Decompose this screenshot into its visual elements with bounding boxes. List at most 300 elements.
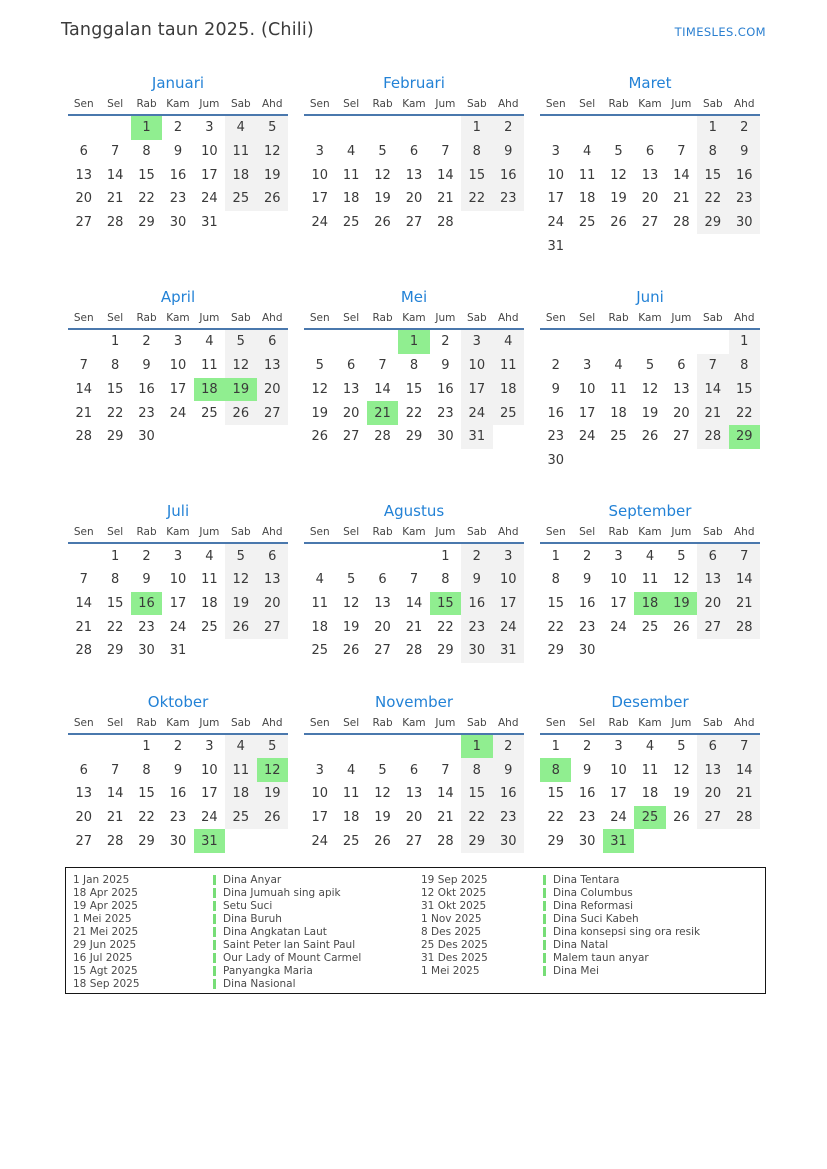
day-cell: 8 <box>551 572 560 588</box>
legend-date: 16 Jul 2025 <box>73 951 133 964</box>
empty-cell <box>367 544 398 568</box>
legend-date: 18 Sep 2025 <box>73 977 140 990</box>
weekday-label: Jum <box>435 98 456 110</box>
legend-row <box>421 887 765 900</box>
legend-row <box>421 964 765 977</box>
empty-cell <box>99 735 130 759</box>
holiday-marker-bar <box>213 927 216 937</box>
day-cell: 14 <box>75 381 92 397</box>
day-cell: 4 <box>346 762 356 778</box>
days-grid <box>304 330 524 448</box>
day-cell: 16 <box>461 592 492 616</box>
day-cell: 6 <box>257 330 288 354</box>
day-cell: 11 <box>342 786 360 802</box>
weekday-label: Sel <box>107 716 124 729</box>
day-cell: 7 <box>729 735 760 759</box>
weekday-label: Jum <box>435 526 456 539</box>
weekday-label: Ahd <box>497 312 519 325</box>
day-cell: 19 <box>257 163 288 187</box>
day-cell: 27 <box>75 833 92 849</box>
legend-date: 21 Mei 2025 <box>73 926 139 938</box>
day-cell: 2 <box>582 739 592 755</box>
day-cell: 16 <box>547 405 564 421</box>
empty-cell <box>571 330 602 354</box>
weekday-header-row <box>540 96 760 116</box>
day-cell: 16 <box>493 782 524 806</box>
day-cell: 3 <box>315 762 324 778</box>
month-september <box>540 502 760 662</box>
holiday-name: Our Lady of Mount Carmel <box>223 951 362 964</box>
day-cell: 24 <box>461 401 492 425</box>
day-cell: 6 <box>677 358 686 374</box>
day-cell: 13 <box>405 786 423 802</box>
weekday-label: Sen <box>545 98 566 110</box>
weekday-header-row <box>68 715 288 735</box>
day-cell: 9 <box>461 568 492 592</box>
day-cell: 10 <box>169 358 187 374</box>
holiday-day-cell: 1 <box>398 330 429 354</box>
month-juni <box>540 288 760 472</box>
month-title: April <box>160 288 196 307</box>
day-cell: 25 <box>225 806 256 830</box>
day-cell: 4 <box>614 358 623 374</box>
day-cell: 31 <box>169 643 187 659</box>
day-cell: 27 <box>697 615 728 639</box>
holiday-name: Dina Mei <box>553 964 599 977</box>
day-cell: 13 <box>75 786 92 802</box>
legend-date: 31 Des 2025 <box>421 951 488 964</box>
day-cell: 10 <box>610 762 627 778</box>
weekday-header-row <box>304 524 524 544</box>
empty-cell <box>367 735 398 759</box>
day-cell: 25 <box>311 643 328 659</box>
day-cell: 18 <box>225 782 256 806</box>
day-cell: 6 <box>409 762 419 778</box>
day-cell: 5 <box>315 358 324 374</box>
weekday-label: Sel <box>343 716 360 729</box>
holiday-marker-bar <box>213 875 216 885</box>
day-cell: 29 <box>138 215 155 231</box>
day-cell: 17 <box>610 786 627 802</box>
day-cell: 4 <box>205 334 214 350</box>
day-cell: 10 <box>578 381 596 397</box>
holiday-day-cell: 18 <box>194 378 225 402</box>
day-cell: 20 <box>673 405 690 421</box>
empty-cell <box>430 116 461 140</box>
day-cell: 25 <box>493 401 524 425</box>
legend-date: 1 Nov 2025 <box>421 913 482 926</box>
day-cell: 23 <box>729 187 760 211</box>
weekday-label: Jum <box>435 716 456 729</box>
day-cell: 29 <box>697 211 728 235</box>
day-cell: 22 <box>729 401 760 425</box>
weekday-label: Sel <box>579 716 596 729</box>
month-title: Februari <box>383 74 445 92</box>
weekday-label: Jum <box>671 312 692 325</box>
day-cell: 26 <box>374 215 391 231</box>
holiday-name: Saint Peter lan Saint Paul <box>223 938 356 951</box>
day-cell: 6 <box>79 762 88 778</box>
weekday-label: Jum <box>199 716 220 729</box>
day-cell: 23 <box>578 810 596 826</box>
day-cell: 4 <box>645 739 655 755</box>
weekday-label: Ahd <box>733 312 755 325</box>
day-cell: 13 <box>697 568 728 592</box>
day-cell: 4 <box>225 735 256 759</box>
day-cell: 9 <box>493 140 524 164</box>
legend-date: 18 Apr 2025 <box>73 887 138 900</box>
month-november <box>304 693 524 853</box>
weekday-label: Sab <box>466 526 487 539</box>
weekday-label: Sab <box>466 98 487 110</box>
day-cell: 8 <box>409 358 419 374</box>
site-link[interactable]: TIMESLES.COM <box>674 25 766 39</box>
weekday-label: Rab <box>608 312 629 325</box>
day-cell: 5 <box>257 116 288 140</box>
weekday-label: Kam <box>402 716 426 729</box>
holiday-day-cell: 15 <box>430 592 461 616</box>
day-cell: 2 <box>493 116 524 140</box>
day-cell: 7 <box>110 144 120 160</box>
weekday-label: Ahd <box>497 98 519 110</box>
day-cell: 8 <box>729 354 760 378</box>
holiday-name: Malem taun anyar <box>553 951 649 964</box>
day-cell: 11 <box>311 595 328 611</box>
day-cell: 28 <box>729 615 760 639</box>
holiday-marker-bar <box>213 940 216 950</box>
day-cell: 1 <box>729 330 760 354</box>
day-cell: 2 <box>142 334 151 350</box>
legend-column <box>421 874 765 993</box>
day-cell: 29 <box>106 643 124 659</box>
day-cell: 14 <box>437 786 454 802</box>
day-cell: 11 <box>578 167 596 183</box>
day-cell: 5 <box>225 330 256 354</box>
empty-cell <box>99 116 130 140</box>
day-cell: 22 <box>461 806 492 830</box>
day-cell: 11 <box>201 572 218 588</box>
empty-cell <box>398 116 429 140</box>
weekday-header-row <box>68 96 288 116</box>
day-cell: 30 <box>138 429 155 445</box>
day-cell: 24 <box>578 429 596 445</box>
empty-cell <box>398 544 429 568</box>
weekday-label: Rab <box>372 98 393 110</box>
day-cell: 18 <box>493 378 524 402</box>
day-cell: 2 <box>461 544 492 568</box>
weekday-label: Kam <box>638 312 662 325</box>
day-cell: 21 <box>106 191 124 207</box>
day-cell: 23 <box>169 810 187 826</box>
day-cell: 7 <box>79 358 88 374</box>
weekday-label: Kam <box>402 98 426 110</box>
day-cell: 2 <box>729 116 760 140</box>
empty-cell <box>68 544 99 568</box>
day-cell: 11 <box>641 762 659 778</box>
day-cell: 29 <box>547 833 564 849</box>
day-cell: 7 <box>677 144 686 160</box>
day-cell: 25 <box>641 619 659 635</box>
day-cell: 27 <box>697 806 728 830</box>
day-cell: 22 <box>405 405 423 421</box>
month-januari <box>68 74 288 234</box>
weekday-label: Jum <box>199 312 220 325</box>
day-cell: 13 <box>374 595 391 611</box>
day-cell: 14 <box>673 167 690 183</box>
holiday-marker-bar <box>543 927 546 937</box>
month-februari <box>304 74 524 234</box>
holiday-marker-bar <box>543 914 546 924</box>
day-cell: 6 <box>79 144 88 160</box>
weekday-label: Jum <box>671 526 692 539</box>
day-cell: 27 <box>405 215 423 231</box>
day-cell: 19 <box>225 592 256 616</box>
day-cell: 10 <box>610 572 627 588</box>
day-cell: 24 <box>169 405 187 421</box>
day-cell: 20 <box>641 191 659 207</box>
day-cell: 23 <box>493 187 524 211</box>
day-cell: 25 <box>342 215 360 231</box>
day-cell: 25 <box>201 619 218 635</box>
day-cell: 3 <box>493 544 524 568</box>
weekday-label: Sen <box>309 526 330 539</box>
day-cell: 5 <box>677 548 686 564</box>
empty-cell <box>304 544 335 568</box>
day-cell: 8 <box>110 358 120 374</box>
holiday-name: Panyangka Maria <box>223 964 313 977</box>
day-cell: 11 <box>610 381 627 397</box>
day-cell: 1 <box>551 739 560 755</box>
weekday-header-row <box>68 310 288 330</box>
day-cell: 3 <box>205 739 214 755</box>
month-juli <box>68 502 288 662</box>
day-cell: 15 <box>106 595 124 611</box>
day-cell: 15 <box>106 381 124 397</box>
legend-row <box>421 926 765 939</box>
day-cell: 24 <box>493 615 524 639</box>
day-cell: 26 <box>225 401 256 425</box>
day-cell: 7 <box>441 762 450 778</box>
empty-cell <box>335 544 366 568</box>
legend-row <box>73 874 421 887</box>
day-cell: 3 <box>551 144 560 160</box>
day-cell: 19 <box>610 191 627 207</box>
month-desember <box>540 693 760 853</box>
weekday-label: Ahd <box>733 526 755 539</box>
holiday-marker-bar <box>543 953 546 963</box>
day-cell: 24 <box>610 810 627 826</box>
month-oktober <box>68 693 288 853</box>
day-cell: 21 <box>729 592 760 616</box>
holiday-marker-bar <box>543 888 546 898</box>
month-maret <box>540 74 760 258</box>
day-cell: 16 <box>578 595 596 611</box>
holiday-day-cell: 12 <box>257 758 288 782</box>
day-cell: 30 <box>729 211 760 235</box>
weekday-label: Ahd <box>733 716 755 729</box>
day-cell: 21 <box>697 401 728 425</box>
empty-cell <box>367 116 398 140</box>
day-cell: 9 <box>142 572 151 588</box>
day-cell: 25 <box>201 405 218 421</box>
day-cell: 23 <box>547 429 564 445</box>
day-cell: 7 <box>110 762 120 778</box>
month-title: Maret <box>628 74 672 92</box>
day-cell: 29 <box>547 643 564 659</box>
day-cell: 26 <box>342 643 360 659</box>
day-cell: 10 <box>461 354 492 378</box>
day-cell: 15 <box>729 378 760 402</box>
weekday-label: Sab <box>230 716 251 729</box>
legend-date: 12 Okt 2025 <box>421 887 487 900</box>
day-cell: 13 <box>673 381 690 397</box>
day-cell: 9 <box>493 758 524 782</box>
day-cell: 30 <box>461 639 492 663</box>
weekday-label: Kam <box>638 98 662 110</box>
legend-row <box>73 951 421 964</box>
weekday-label: Sen <box>545 716 566 729</box>
weekday-label: Sab <box>702 312 723 325</box>
weekday-label: Sen <box>545 526 566 539</box>
day-cell: 31 <box>461 425 492 449</box>
page-title: Tanggalan taun 2025. (Chili) <box>61 20 314 40</box>
empty-cell <box>304 735 335 759</box>
day-cell: 20 <box>697 592 728 616</box>
day-cell: 1 <box>551 548 560 564</box>
weekday-label: Rab <box>372 716 393 729</box>
holiday-name: Dina Nasional <box>223 977 296 990</box>
day-cell: 12 <box>673 572 690 588</box>
empty-cell <box>634 330 665 354</box>
day-cell: 15 <box>461 163 492 187</box>
day-cell: 17 <box>201 167 218 183</box>
day-cell: 10 <box>201 762 218 778</box>
day-cell: 28 <box>75 429 92 445</box>
day-cell: 28 <box>106 215 124 231</box>
day-cell: 31 <box>201 215 218 231</box>
weekday-label: Sab <box>702 526 723 539</box>
day-cell: 31 <box>493 639 524 663</box>
day-cell: 17 <box>201 786 218 802</box>
legend-row <box>421 938 765 951</box>
day-cell: 25 <box>342 833 360 849</box>
empty-cell <box>398 735 429 759</box>
holiday-marker-bar <box>213 979 216 989</box>
day-cell: 22 <box>461 187 492 211</box>
legend-row <box>73 913 421 926</box>
day-cell: 12 <box>257 140 288 164</box>
weekday-label: Sen <box>309 312 330 325</box>
weekday-label: Sen <box>309 716 330 729</box>
day-cell: 7 <box>378 358 387 374</box>
day-cell: 1 <box>110 334 120 350</box>
day-cell: 12 <box>673 762 690 778</box>
day-cell: 14 <box>405 595 423 611</box>
empty-cell <box>540 116 571 140</box>
day-cell: 28 <box>106 833 124 849</box>
empty-cell <box>697 330 728 354</box>
day-cell: 16 <box>437 381 454 397</box>
day-cell: 15 <box>697 163 728 187</box>
day-cell: 26 <box>673 619 690 635</box>
month-title: Oktober <box>147 692 209 711</box>
day-cell: 18 <box>578 191 596 207</box>
day-cell: 1 <box>697 116 728 140</box>
empty-cell <box>304 116 335 140</box>
day-cell: 29 <box>461 829 492 853</box>
months-grid <box>68 74 760 853</box>
holiday-legend <box>65 867 766 994</box>
weekday-label: Sen <box>73 716 94 729</box>
day-cell: 21 <box>437 191 454 207</box>
day-cell: 23 <box>169 191 187 207</box>
day-cell: 27 <box>405 833 423 849</box>
weekday-label: Sel <box>343 526 360 539</box>
weekday-label: Jum <box>671 716 692 729</box>
day-cell: 9 <box>173 762 183 778</box>
holiday-name: Dina Anyar <box>223 874 282 887</box>
weekday-label: Sel <box>343 98 360 110</box>
day-cell: 9 <box>142 358 151 374</box>
weekday-label: Sel <box>579 98 596 110</box>
day-cell: 12 <box>641 381 659 397</box>
day-cell: 3 <box>614 548 623 564</box>
day-cell: 22 <box>106 405 124 421</box>
holiday-day-cell: 25 <box>634 806 665 830</box>
empty-cell <box>68 116 99 140</box>
weekday-header-row <box>304 96 524 116</box>
day-cell: 9 <box>582 572 592 588</box>
legend-row <box>421 900 765 913</box>
day-cell: 13 <box>342 381 360 397</box>
day-cell: 19 <box>311 405 328 421</box>
day-cell: 14 <box>729 568 760 592</box>
day-cell: 5 <box>346 572 356 588</box>
month-agustus <box>304 502 524 662</box>
day-cell: 3 <box>614 739 623 755</box>
day-cell: 15 <box>547 595 564 611</box>
day-cell: 30 <box>138 643 155 659</box>
day-cell: 30 <box>169 215 187 231</box>
weekday-header-row <box>68 524 288 544</box>
day-cell: 21 <box>673 191 690 207</box>
day-cell: 4 <box>346 144 356 160</box>
weekday-label: Rab <box>136 526 157 539</box>
month-title: Januari <box>151 74 205 92</box>
day-cell: 16 <box>169 786 187 802</box>
empty-cell <box>335 735 366 759</box>
day-cell: 24 <box>201 810 218 826</box>
day-cell: 24 <box>610 619 627 635</box>
day-cell: 18 <box>342 191 360 207</box>
legend-row <box>73 964 421 977</box>
legend-column <box>73 874 421 993</box>
day-cell: 25 <box>578 215 596 231</box>
day-cell: 24 <box>311 215 328 231</box>
weekday-label: Sel <box>579 526 596 539</box>
day-cell: 20 <box>405 810 423 826</box>
day-cell: 24 <box>547 215 564 231</box>
day-cell: 30 <box>169 833 187 849</box>
day-cell: 17 <box>169 595 187 611</box>
day-cell: 19 <box>374 810 391 826</box>
day-cell: 11 <box>201 358 218 374</box>
day-cell: 14 <box>374 381 391 397</box>
day-cell: 29 <box>437 643 454 659</box>
empty-cell <box>666 116 697 140</box>
day-cell: 6 <box>697 544 728 568</box>
days-grid <box>68 330 288 448</box>
